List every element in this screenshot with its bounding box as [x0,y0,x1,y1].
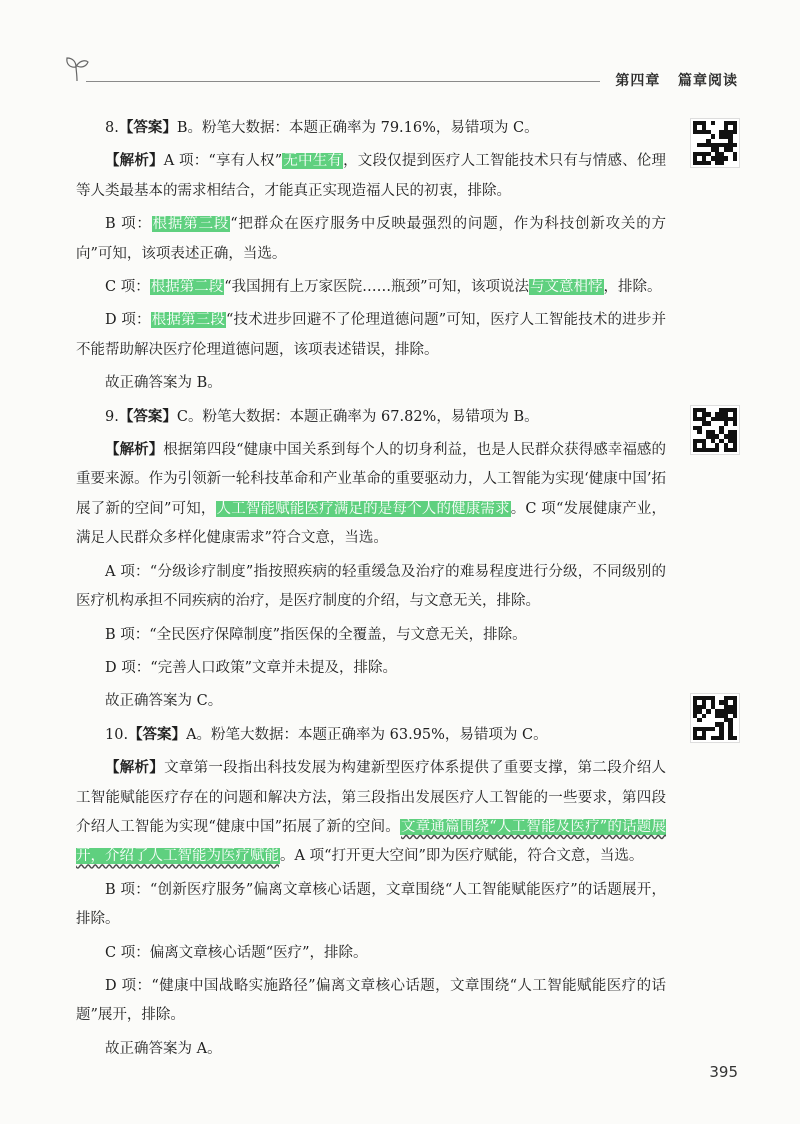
q10-number: 10. [105,726,129,743]
q8-analysis-c [76,273,666,302]
q9-analysis-a: A 项：“分级诊疗制度”指按照疾病的轻重缓急及治疗的难易程度进行分级，不同级别的医疗机构承担不同疾病的治疗，是医疗制度的介绍，与文意无关，排除。 [76,563,666,610]
q8-analysis-a [76,147,666,206]
q9-number: 9. [105,408,119,425]
q8-analysis-tag: 【解析】 [105,153,164,170]
q8-c-post: ，排除。 [603,279,662,296]
q9-analysis-d: D 项：“完善人口政策”文章并未提及，排除。 [105,659,398,676]
qr-code-q8[interactable] [690,118,740,168]
q8-answer-tag: 【答案】 [118,120,177,136]
chapter-heading [615,70,738,90]
q8-c-highlight: 根据第二段 [150,279,224,296]
q8-answer-text: B。粉笔大数据：本题正确率为 79.16%，易错项为 C。 [176,120,539,136]
qr-code-q9[interactable] [690,405,740,455]
q8-number: 8. [105,120,119,136]
q10-analysis-tag: 【解析】 [105,760,165,777]
q8-d-highlight: 根据第三段 [151,312,225,329]
chapter-label: 第四章 [615,73,661,89]
q10-analysis [76,754,666,872]
q8-c-highlight-2: 与文意相悖 [530,279,603,296]
qr-code-q10[interactable] [690,693,740,743]
header-rule [86,81,600,82]
q9-answer-tag: 【答案】 [118,408,177,425]
q10-analysis-highlight: 文章通篇围绕“人工智能及医疗”的话题展开，介绍了人工智能为医疗赋能 [76,818,667,865]
sprout-icon [64,54,90,82]
q10-analysis-post: 。A 项“打开更大空间”即为医疗赋能，符合文意，当选。 [280,848,644,865]
q8-d-pre: D 项： [105,312,151,329]
q8-a-highlight: 无中生有 [283,153,343,170]
q9-conclusion: 故正确答案为 C。 [105,693,223,710]
q9-analysis [76,436,666,554]
q8-b-pre: B 项： [105,216,152,233]
q8-c-pre: C 项： [105,279,150,296]
q8-analysis-d [76,306,666,365]
q10-analysis-c: C 项：偏离文章核心话题“医疗”，排除。 [105,944,368,961]
q9-analysis-tag: 【解析】 [105,442,164,459]
q10-answer-line [76,721,666,750]
q10-analysis-b: B 项：“创新医疗服务”偏离文章核心话题，文章围绕“人工智能赋能医疗”的话题展开，排除。 [76,881,666,928]
q8-a-pre: A 项：“享有人权” [163,153,283,170]
answer-content [76,114,666,1068]
q10-conclusion: 故正确答案为 A。 [105,1040,222,1057]
q10-analysis-pre: 文章第一段指出科技发展为构建新型医疗体系提供了重要支撑，第二段介绍人工智能赋能医疗存在的问题和解决方法，第三段指出发展医疗人工智能的一些要求，第四段介绍人工智能为实现“健康中国”拓展了新的空间。 [76,760,667,835]
q9-analysis-b: B 项：“全民医疗保障制度”指医保的全覆盖，与文意无关，排除。 [105,626,527,643]
q10-answer-tag: 【答案】 [128,726,187,743]
q8-c-mid: “我国拥有上万家医院……瓶颈”可知，该项说法 [224,279,530,296]
page-header [0,0,800,110]
q8-analysis-b [76,210,666,269]
q9-analysis-post: 。C 项“发展健康产业，满足人民群众多样化健康需求”符合文意，当选。 [76,500,666,547]
q10-answer-text: A。粉笔大数据：本题正确率为 63.95%，易错项为 C。 [186,726,548,743]
q8-conclusion: 故正确答案为 B。 [105,375,222,392]
page-number: 395 [709,1063,738,1081]
q10-analysis-d: D 项：“健康中国战略实施路径”偏离文章核心话题，文章围绕“人工智能赋能医疗的话题”展开，排除。 [76,977,666,1024]
q9-analysis-highlight: 人工智能赋能医疗满足的是每个人的健康需求 [216,500,510,517]
section-label: 篇章阅读 [678,73,738,89]
q8-b-post: “把群众在医疗服务中反映最强烈的问题，作为科技创新攻关的方向”可知，该项表述正确，当选。 [76,216,667,262]
q8-b-highlight: 根据第三段 [152,216,230,233]
q9-answer-line [76,403,666,432]
q9-answer-text: C。粉笔大数据：本题正确率为 67.82%，易错项为 B。 [176,408,539,425]
q9-analysis-pre: 根据第四段“健康中国关系到每个人的切身利益，也是人民群众获得感幸福感的重要来源。作为引领新一轮科技革命和产业革命的重要驱动力，人工智能为实现‘健康中国’拓展了新的空间”可知， [76,442,666,517]
q8-a-post: ，文段仅提到医疗人工智能技术只有与情感、伦理等人类最基本的需求相结合，才能真正实现造福人民的初衷，排除。 [76,153,667,199]
q8-answer-line [76,114,666,143]
q8-d-post: “技术进步回避不了伦理道德问题”可知，医疗人工智能技术的进步并不能帮助解决医疗伦理道德问题，该项表述错误，排除。 [76,312,666,358]
